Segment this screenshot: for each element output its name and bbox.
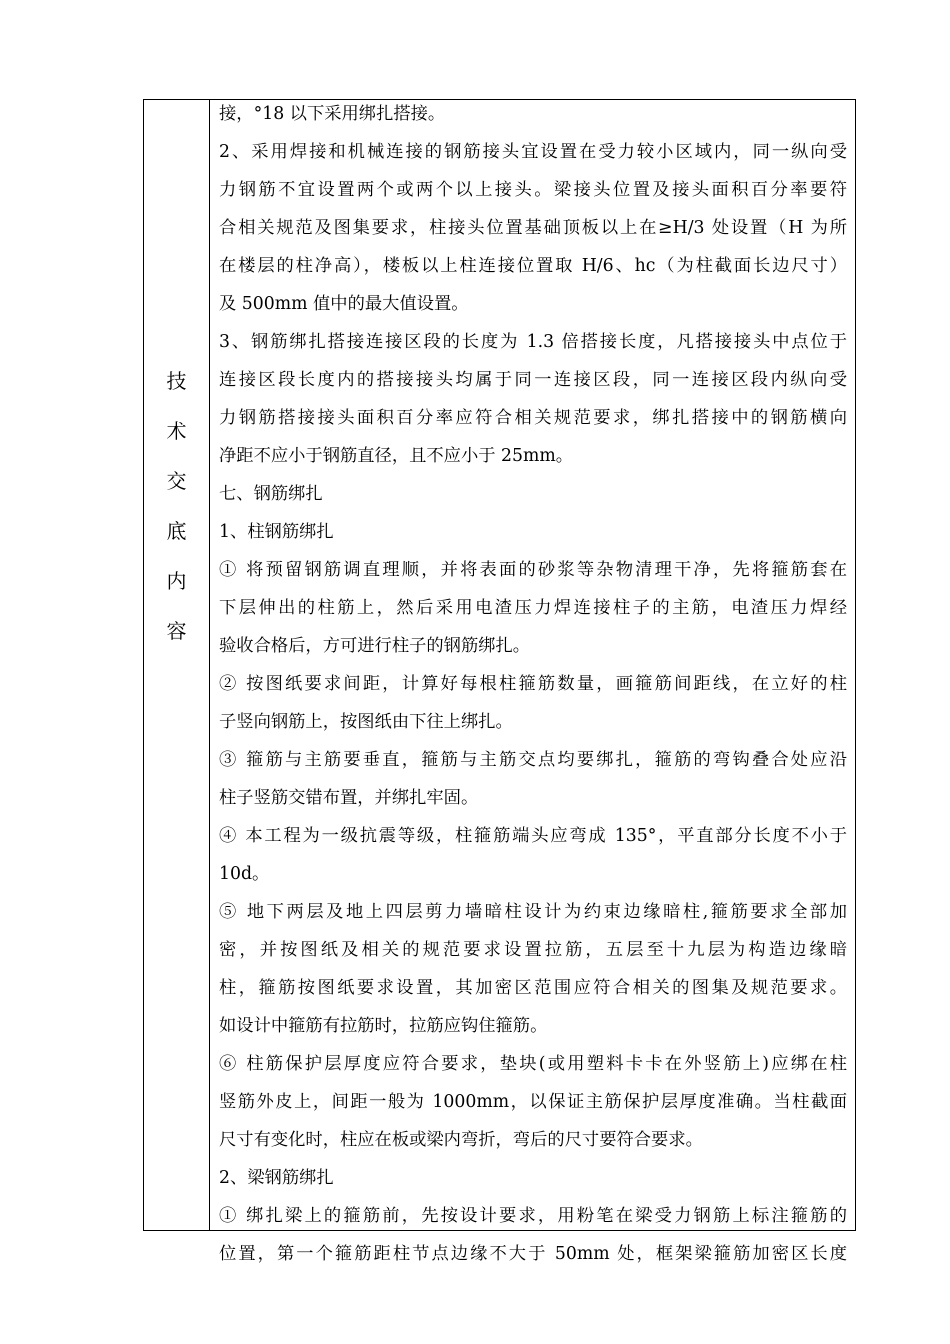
disclosure-table xyxy=(143,99,856,1264)
section-label-char: 交 xyxy=(166,469,187,493)
content-line: 10d。 xyxy=(219,864,270,884)
content-line: 接，°18 以下采用绑扎搭接。 xyxy=(219,104,446,124)
content-line: 2、梁钢筋绑扎 xyxy=(219,1168,334,1188)
content-line: 七、钢筋绑扎 xyxy=(219,484,323,504)
content-line: 2、采用焊接和机械连接的钢筋接头宜设置在受力较小区域内，同一纵向受 xyxy=(219,142,847,162)
content-line: 尺寸有变化时，柱应在板或梁内弯折，弯后的尺寸要符合要求。 xyxy=(219,1130,703,1150)
section-label-char: 内 xyxy=(166,569,187,593)
section-label-char: 术 xyxy=(166,419,187,443)
content-line: 柱子竖筋交错布置，并绑扎牢固。 xyxy=(219,788,479,808)
content-line: ⑥ 柱筋保护层厚度应符合要求，垫块(或用塑料卡卡在外竖筋上)应绑在柱 xyxy=(219,1054,847,1074)
content-line: 位置，第一个箍筋距柱节点边缘不大于 50mm 处，框架梁箍筋加密区长度 xyxy=(219,1244,847,1264)
content-line: 密，并按图纸及相关的规范要求设置拉筋，五层至十九层为构造边缘暗 xyxy=(219,940,847,960)
content-line: 子竖向钢筋上，按图纸由下往上绑扎。 xyxy=(219,712,513,732)
content-line: 合相关规范及图集要求，柱接头位置基础顶板以上在≥H/3 处设置（H 为所 xyxy=(219,218,847,238)
section-label-char: 技 xyxy=(166,369,187,393)
section-label-char: 底 xyxy=(166,519,187,543)
content-line: ① 绑扎梁上的箍筋前，先按设计要求，用粉笔在梁受力钢筋上标注箍筋的 xyxy=(219,1206,847,1226)
section-label-char: 容 xyxy=(166,619,187,643)
content-line: ③ 箍筋与主筋要垂直，箍筋与主筋交点均要绑扎，箍筋的弯钩叠合处应沿 xyxy=(219,750,847,770)
content-line: 及 500mm 值中的最大值设置。 xyxy=(219,294,469,314)
content-cell xyxy=(210,100,855,1264)
content-line: 如设计中箍筋有拉筋时，拉筋应钩住箍筋。 xyxy=(219,1016,548,1036)
section-label-cell xyxy=(144,100,210,1230)
content-line: 柱，箍筋按图纸要求设置，其加密区范围应符合相关的图集及规范要求。 xyxy=(219,978,847,998)
content-line: ② 按图纸要求间距，计算好每根柱箍筋数量，画箍筋间距线，在立好的柱 xyxy=(219,674,847,694)
content-line: ⑤ 地下两层及地上四层剪力墙暗柱设计为约束边缘暗柱,箍筋要求全部加 xyxy=(219,902,847,922)
content-line: ① 将预留钢筋调直理顺，并将表面的砂浆等杂物清理干净，先将箍筋套在 xyxy=(219,560,847,580)
content-line: 在楼层的柱净高），楼板以上柱连接位置取 H/6、hc（为柱截面长边尺寸） xyxy=(219,256,847,276)
content-line: 1、柱钢筋绑扎 xyxy=(219,522,334,542)
content-line: 力钢筋搭接接头面积百分率应符合相关规范要求，绑扎搭接中的钢筋横向 xyxy=(219,408,847,428)
content-line: ④ 本工程为一级抗震等级，柱箍筋端头应弯成 135°，平直部分长度不小于 xyxy=(219,826,847,846)
section-label xyxy=(144,356,209,656)
content-line: 净距不应小于钢筋直径，且不应小于 25mm。 xyxy=(219,446,574,466)
content-line: 3、钢筋绑扎搭接连接区段的长度为 1.3 倍搭接长度，凡搭接接头中点位于 xyxy=(219,332,847,352)
content-line: 下层伸出的柱筋上，然后采用电渣压力焊连接柱子的主筋，电渣压力焊经 xyxy=(219,598,847,618)
content-line: 验收合格后，方可进行柱子的钢筋绑扎。 xyxy=(219,636,531,656)
content-line: 连接区段长度内的搭接接头均属于同一连接区段，同一连接区段内纵向受 xyxy=(219,370,847,390)
content-line: 力钢筋不宜设置两个或两个以上接头。梁接头位置及接头面积百分率要符 xyxy=(219,180,847,200)
content-line: 竖筋外皮上，间距一般为 1000mm，以保证主筋保护层厚度准确。当柱截面 xyxy=(219,1092,847,1112)
